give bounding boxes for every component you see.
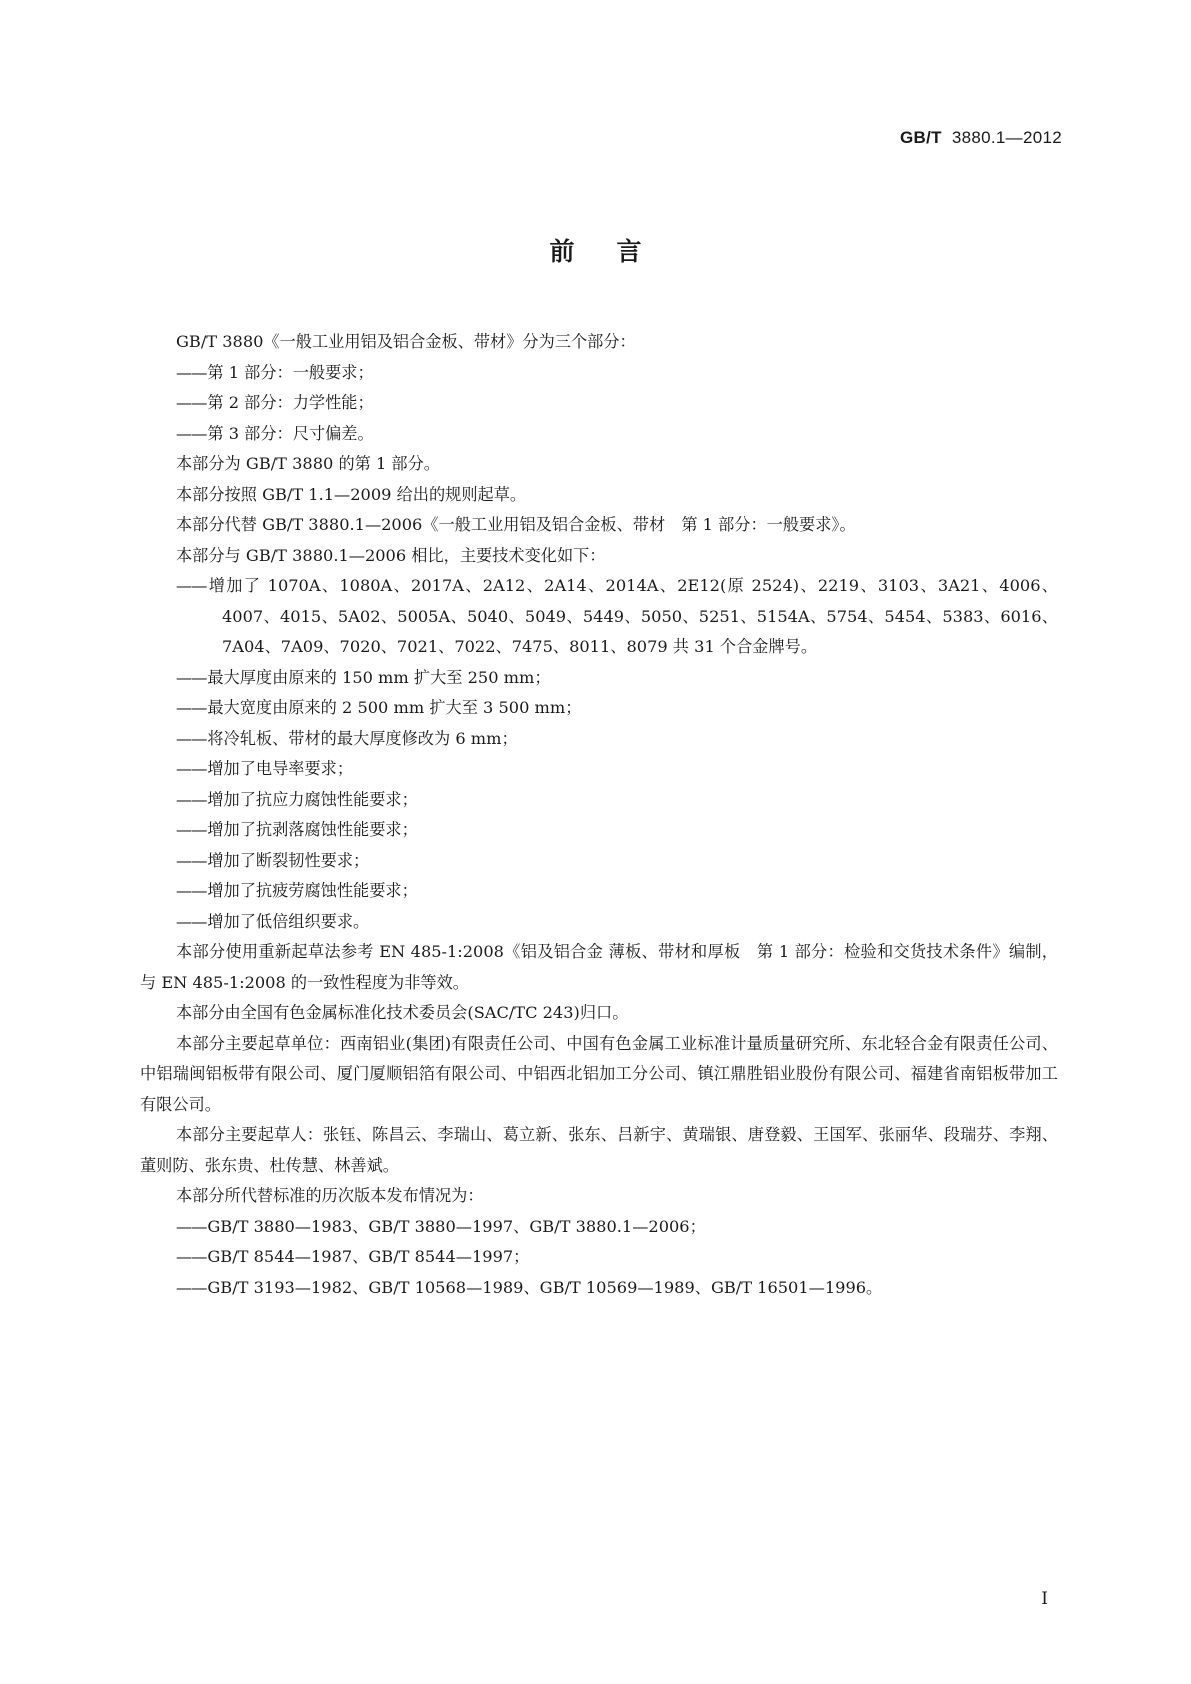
part-item: —— 第 2 部分：力学性能； [140, 388, 1058, 419]
change-item: —— 最大厚度由原来的 150 mm 扩大至 250 mm； [140, 663, 1058, 694]
replaces-paragraph: 本部分代替 GB/T 3880.1—2006《一般工业用铝及铝合金板、带材 第 1 部分：一般要求》。 [176, 515, 856, 534]
history-item: —— GB/T 3880—1983、GB/T 3880—1997、GB/T 3880.1—2006； [140, 1212, 1058, 1243]
change-item: —— 增加了 1070A、1080A、2017A、2A12、2A14、2014A、2E12(原 2524)、2219、3103、3A21、4006、4007、4015、5A02、5005A、5040、5049、5449、5050、5251、5154A、5754、5454、5383、6016、7A04、7A09、7020、7021、7022、7475、8011、8079 共 31 个合金牌号。 [140, 571, 1058, 663]
drafters-paragraph: 本部分主要起草人：张钰、陈昌云、李瑞山、葛立新、张东、吕新宇、黄瑞银、唐登毅、王国军、张丽华、段瑞芬、李翔、董则防、张东贵、杜传慧、林善斌。 [140, 1125, 1058, 1175]
change-item: —— 将冷轧板、带材的最大厚度修改为 6 mm； [140, 724, 1058, 755]
foreword-body [140, 327, 1058, 1303]
standard-number: 3880.1—2012 [951, 128, 1062, 147]
reference-paragraph: 本部分使用重新起草法参考 EN 485-1:2008《铝及铝合金 薄板、带材和厚板 第 1 部分：检验和交货技术条件》编制，与 EN 485-1:2008 的一致性程度为非等效。 [140, 942, 1058, 992]
changes-intro-paragraph: 本部分与 GB/T 3880.1—2006 相比，主要技术变化如下： [176, 545, 606, 565]
part-of-paragraph: 本部分为 GB/T 3880 的第 1 部分。 [176, 454, 440, 473]
part-item: —— 第 3 部分：尺寸偏差。 [140, 419, 1058, 450]
part-item: —— 第 1 部分：一般要求； [140, 358, 1058, 389]
page-title: 前言 [549, 237, 684, 266]
history-intro-paragraph: 本部分所代替标准的历次版本发布情况为： [176, 1186, 484, 1205]
standard-code [900, 128, 1062, 148]
change-item: —— 增加了电导率要求； [140, 754, 1058, 785]
change-item: —— 增加了抗剥落腐蚀性能要求； [140, 815, 1058, 846]
drafting-units-paragraph: 本部分主要起草单位：西南铝业(集团)有限责任公司、中国有色金属工业标准计量质量研究所、东北轻合金有限责任公司、中铝瑞闽铝板带有限公司、厦门厦顺铝箔有限公司、中铝西北铝加工分公司、镇江鼎胜铝业股份有限公司、福建省南铝板带加工有限公司。 [140, 1033, 1058, 1114]
change-item: —— 最大宽度由原来的 2 500 mm 扩大至 3 500 mm； [140, 693, 1058, 724]
history-item: —— GB/T 3193—1982、GB/T 10568—1989、GB/T 10569—1989、GB/T 16501—1996。 [140, 1273, 1058, 1304]
history-item: —— GB/T 8544—1987、GB/T 8544—1997； [140, 1242, 1058, 1273]
change-item: —— 增加了抗疲劳腐蚀性能要求； [140, 876, 1058, 907]
intro-paragraph: GB/T 3880《一般工业用铝及铝合金板、带材》分为三个部分： [176, 332, 636, 351]
standard-prefix: GB/T [900, 128, 942, 147]
change-item: —— 增加了低倍组织要求。 [140, 907, 1058, 938]
change-item: —— 增加了抗应力腐蚀性能要求； [140, 785, 1058, 816]
change-item: —— 增加了断裂韧性要求； [140, 846, 1058, 877]
drafting-rules-paragraph: 本部分按照 GB/T 1.1—2009 给出的规则起草。 [176, 484, 527, 504]
committee-paragraph: 本部分由全国有色金属标准化技术委员会(SAC/TC 243)归口。 [176, 1003, 629, 1022]
page-number: I [1041, 1589, 1048, 1609]
